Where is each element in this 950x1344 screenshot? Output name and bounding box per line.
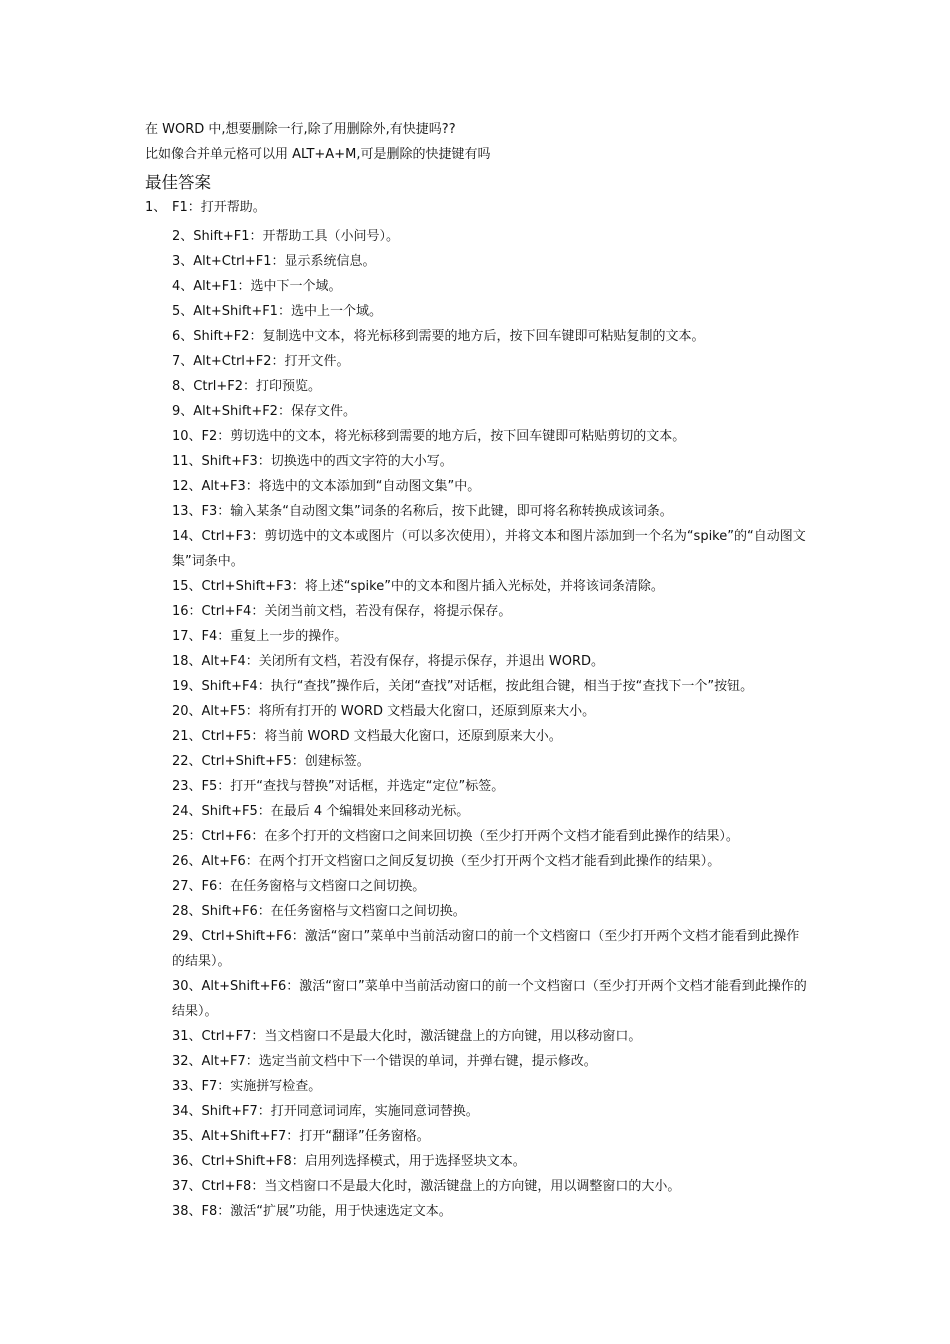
question-line-2: 比如像合并单元格可以用 ALT+A+M,可是删除的快捷键有吗 xyxy=(145,147,491,162)
list-item: 14、Ctrl+F3：剪切选中的文本或图片（可以多次使用），并将文本和图片添加到一个名为“spike”的“自动图文集”词条中。 xyxy=(172,529,806,569)
list-item: 2、Shift+F1：开帮助工具（小问号）。 xyxy=(172,229,399,244)
list-item: 35、Alt+Shift+F7：打开“翻译”任务窗格。 xyxy=(172,1129,430,1144)
list-item: 34、Shift+F7：打开同意词词库，实施同意词替换。 xyxy=(172,1104,479,1119)
list-item: 26、Alt+F6：在两个打开文档窗口之间反复切换（至少打开两个文档才能看到此操作的结果）。 xyxy=(172,854,721,869)
list-item: 15、Ctrl+Shift+F3：将上述“spike”中的文本和图片插入光标处，并将该词条清除。 xyxy=(172,579,664,594)
list-item: 25：Ctrl+F6：在多个打开的文档窗口之间来回切换（至少打开两个文档才能看到此操作的结果）。 xyxy=(172,829,739,844)
list-item: 7、Alt+Ctrl+F2：打开文件。 xyxy=(172,354,350,369)
list-item: 32、Alt+F7：选定当前文档中下一个错误的单词，并弹右键，提示修改。 xyxy=(172,1054,597,1069)
list-item: 3、Alt+Ctrl+F1：显示系统信息。 xyxy=(172,254,376,269)
list-item: 16：Ctrl+F4：关闭当前文档，若没有保存，将提示保存。 xyxy=(172,604,512,619)
list-item: 17、F4：重复上一步的操作。 xyxy=(172,629,348,644)
list-item: 37、Ctrl+F8：当文档窗口不是最大化时，激活键盘上的方向键，用以调整窗口的大小。 xyxy=(172,1179,681,1194)
list-item: 27、F6：在任务窗格与文档窗口之间切换。 xyxy=(172,879,426,894)
answer-item-1 xyxy=(145,199,266,217)
list-item: 8、Ctrl+F2：打印预览。 xyxy=(172,379,322,394)
list-item: 38、F8：激活“扩展”功能，用于快速选定文本。 xyxy=(172,1204,452,1219)
list-item: 21、Ctrl+F5：将当前 WORD 文档最大化窗口，还原到原来大小。 xyxy=(172,729,562,744)
list-item: 5、Alt+Shift+F1：选中上一个域。 xyxy=(172,304,382,319)
list-item: 13、F3：输入某条“自动图文集”词条的名称后，按下此键，即可将名称转换成该词条。 xyxy=(172,504,673,519)
list-item: 31、Ctrl+F7：当文档窗口不是最大化时，激活键盘上的方向键，用以移动窗口。 xyxy=(172,1029,642,1044)
question-line-1: 在 WORD 中,想要删除一行,除了用删除外,有快捷吗?? xyxy=(145,122,456,137)
list-item: 36、Ctrl+Shift+F8：启用列选择模式，用于选择竖块文本。 xyxy=(172,1154,526,1169)
list-item: 22、Ctrl+Shift+F5：创建标签。 xyxy=(172,754,370,769)
list-item: 9、Alt+Shift+F2：保存文件。 xyxy=(172,404,356,419)
list-item: 28、Shift+F6：在任务窗格与文档窗口之间切换。 xyxy=(172,904,466,919)
list-item: 18、Alt+F4：关闭所有文档，若没有保存，将提示保存，并退出 WORD。 xyxy=(172,654,605,669)
list-item: 33、F7：实施拼写检查。 xyxy=(172,1079,322,1094)
list-item: 10、F2：剪切选中的文本，将光标移到需要的地方后，按下回车键即可粘贴剪切的文本。 xyxy=(172,429,686,444)
list-item: 24、Shift+F5：在最后 4 个编辑处来回移动光标。 xyxy=(172,804,470,819)
item-text: F1：打开帮助。 xyxy=(172,200,266,215)
best-answer-heading: 最佳答案 xyxy=(145,173,211,192)
list-item: 6、Shift+F2：复制选中文本，将光标移到需要的地方后，按下回车键即可粘贴复制的文本。 xyxy=(172,329,705,344)
shortcut-list xyxy=(172,224,817,1224)
list-item: 12、Alt+F3：将选中的文本添加到“自动图文集”中。 xyxy=(172,479,481,494)
list-item: 29、Ctrl+Shift+F6：激活“窗口”菜单中当前活动窗口的前一个文档窗口（至少打开两个文档才能看到此操作的结果）。 xyxy=(172,929,800,969)
list-item: 20、Alt+F5：将所有打开的 WORD 文档最大化窗口，还原到原来大小。 xyxy=(172,704,596,719)
list-item: 23、F5：打开“查找与替换”对话框，并选定“定位”标签。 xyxy=(172,779,505,794)
list-item: 11、Shift+F3：切换选中的西文字符的大小写。 xyxy=(172,454,453,469)
list-item: 4、Alt+F1：选中下一个域。 xyxy=(172,279,342,294)
list-item: 19、Shift+F4：执行“查找”操作后，关闭“查找”对话框，按此组合键，相当于按“查找下一个”按钮。 xyxy=(172,679,754,694)
item-number: 1、 xyxy=(145,200,167,215)
list-item: 30、Alt+Shift+F6：激活“窗口”菜单中当前活动窗口的前一个文档窗口（至少打开两个文档才能看到此操作的结果）。 xyxy=(172,979,807,1019)
